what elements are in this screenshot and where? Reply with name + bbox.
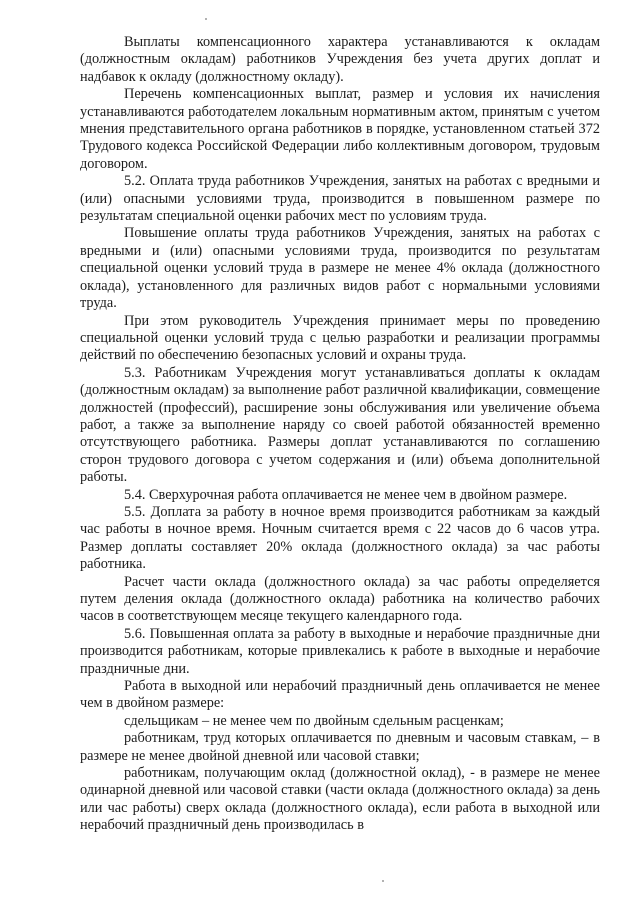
document-page — [80, 34, 600, 835]
paragraph-harmful-conditions-increase: Повышение оплаты труда работников Учреждения, занятых на работах с вредными и (или) опасными условиями труда, производится по результатам специальной оценки условий труда в размере не менее 4% оклада (должностного оклада), установленного для различных видов работ с нормальными условиями труда. — [80, 225, 600, 312]
scan-speck — [382, 880, 384, 882]
paragraph-safety-measures: При этом руководитель Учреждения принимает меры по проведению специальной оценки условий труда с целью разработки и реализации программы действий по обеспечению безопасных условий и охраны труда. — [80, 312, 600, 364]
paragraph-hourly-calculation: Расчет части оклада (должностного оклада) за час работы определяется путем деления оклада (должностного оклада) работника на количество рабочих часов в соответствующем месяце текущего календарного года. — [80, 573, 600, 625]
paragraph-5-5: 5.5. Доплата за работу в ночное время производится работникам за каждый час работы в ночное время. Ночным считается время с 22 часов до 6 часов утра. Размер доплаты составляет 20% оклада (должностного оклада) за час работы работника. — [80, 503, 600, 573]
paragraph-5-3: 5.3. Работникам Учреждения могут устанавливаться доплаты к окладам (должностным окладам) за выполнение работ различной квалификации, совмещение должностей (профессий), расширение зоны обслуживания или увеличение объема работ, а также за выполнение наряду со своей работой обязанностей временно отсутствующего работника. Размеры доплат устанавливаются по соглашению сторон трудового договора с учетом содержания и (или) объема дополнительной работы. — [80, 364, 600, 486]
paragraph-5-2: 5.2. Оплата труда работников Учреждения, занятых на работах с вредными и (или) опасными условиями труда, производится в повышенном размере по результатам специальной оценки рабочих мест по условиям труда. — [80, 173, 600, 225]
paragraph-5-6: 5.6. Повышенная оплата за работу в выходные и нерабочие праздничные дни производится работникам, которые привлекались к работе в выходные и нерабочие праздничные дни. — [80, 625, 600, 677]
list-item-daily-hourly-rates: работникам, труд которых оплачивается по дневным и часовым ставкам, – в размере не менее двойной дневной или часовой ставки; — [80, 730, 600, 764]
list-item-piece-workers: сдельщикам – не менее чем по двойным сдельным расценкам; — [124, 712, 504, 729]
paragraph-compensation-list: Перечень компенсационных выплат, размер и условия их начисления устанавливаются работодателем локальным нормативным актом, принятым с учетом мнения представительного органа работников в порядке, установленном статьей 372 Трудового кодекса Российской Федерации либо коллективным договором, трудовым договором. — [80, 86, 600, 172]
list-item-salaried-workers: работникам, получающим оклад (должностной оклад), - в размере не менее одинарной дневной или часовой ставки (части оклада (должностного оклада) за день или час работы) сверх оклада (должностного оклада), если работа в выходной или нерабочий праздничный день производилась в — [80, 765, 600, 834]
scan-speck — [205, 18, 207, 20]
paragraph-5-4: 5.4. Сверхурочная работа оплачивается не менее чем в двойном размере. — [124, 486, 568, 503]
paragraph-compensation-basis: Выплаты компенсационного характера устанавливаются к окладам (должностным окладам) работников Учреждения без учета других доплат и надбавок к окладу (должностному окладу). — [80, 34, 600, 85]
paragraph-weekend-pay: Работа в выходной или нерабочий праздничный день оплачивается не менее чем в двойном размере: — [80, 678, 600, 712]
